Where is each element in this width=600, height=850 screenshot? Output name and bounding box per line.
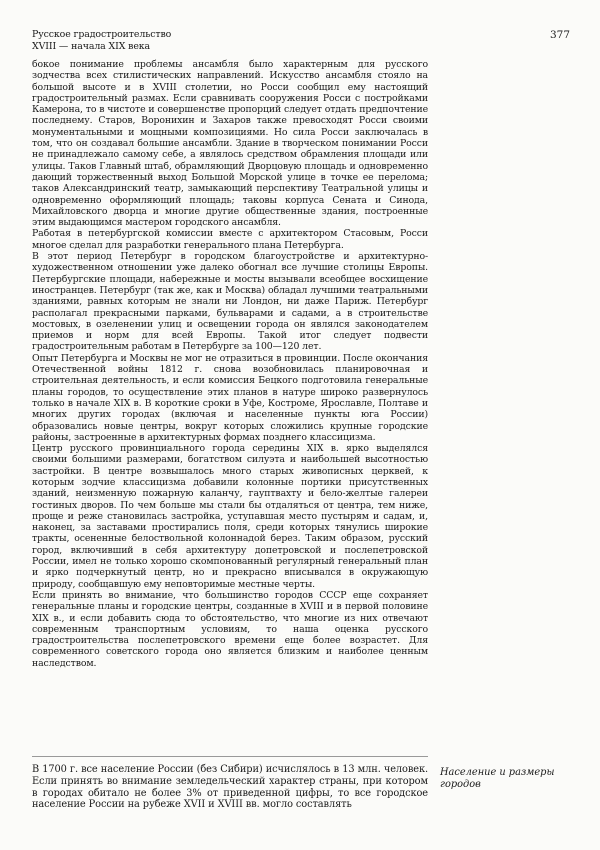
paragraph: Опыт Петербурга и Москвы не мог не отразиться в провинции. После окончания Отечественной войны 1812 г. снова возобновилась планировочная и строительная деятельность, и если комиссия Бецкого подготовила генеральные планы городов, то осуществление этих планов в натуре широко развернулось только в начале XIX в. В короткие сроки в Уфе, Костроме, Ярославле, Полтаве и многих других городах (включая и населенные пункты юга России) образовались новые центры, вокруг которых сложились крупные городские районы, застроенные в архитектурных формах позднего классицизма. xyxy=(32,352,428,443)
paragraph: бокое понимание проблемы ансамбля было характерным для русского зодчества всех стилистических направлений. Искусство ансамбля стояло на большой высоте и в XVIII столетии, но Росси сообщил ему настоящий градостроительный размах. Если сравнивать сооружения Росси с постройками Камерона, то в чистоте и совершенстве пропорций следует отдать предпочтение последнему. Старов, Воронихин и Захаров также превосходят Росси своими монументальными и мощными композициями. Но сила Росси заключалась в том, что он создавал большие ансамбли. Здание в творческом понимании Росси не принадлежало самому себе, а являлось средством обрамления площади или улицы. Таков Главный штаб, обрамляющий Дворцовую площадь и одновременно дающий торжественный выход Большой Морской улице в точке ее перелома; таков Александринский театр, замыкающий перспективу Театральной улицы и одновременно оформляющий площадь; таковы корпуса Сената и Синода, Михайловского дворца и многие другие общественные здания, построенные этим выдающимся мастером городского ансамбля. xyxy=(32,59,428,229)
page-number: 377 xyxy=(549,29,570,41)
paragraph: Центр русского провинциального города середины XIX в. ярко выделялся своими большими размерами, богатством силуэта и наибольшей высотностью застройки. В центре возвышалось много старых живописных церквей, к которым зодчие классицизма добавили колонные портики присутственных зданий, неизменную пожарную каланчу, гауптвахту и бело-желтые галереи гостиных дворов. По чем больше мы стали бы отдаляться от центра, тем ниже, проще и реже становилась застройка, уступавшая место пустырям и садам, и, наконец, за заставами простирались поля, среди которых тянулись широкие тракты, осененные белоствольной колоннадой берез. Таким образом, русский город, включивший в себя архитектуру допетровской и послепетровской России, имел не только хорошо скомпонованный регулярный генеральный план и ярко подчеркнутый центр, но и прекрасно вписывался в окружающую природу, сообщавшую ему неповторимые местные черты. xyxy=(32,443,428,590)
running-header-line-1: Русское градостроительство xyxy=(32,29,172,40)
main-text xyxy=(32,59,428,669)
running-header-line-2: XVIII — начала XIX века xyxy=(32,40,151,52)
paragraph: Работая в петербургской комиссии вместе с архитектором Стасовым, Росси многое сделал для разработки генерального плана Петербурга. xyxy=(32,228,428,251)
paragraph: В 1700 г. все население России (без Сибири) исчислялось в 13 млн. человек. Если принять во внимание земледельческий характер страны, при котором в городах обитало не более 3% от приведенной цифры, то все городское население России на рубеже XVII и XVIII вв. могло составлять xyxy=(32,764,428,811)
section-sidenote: Население и размеры городов xyxy=(440,767,555,790)
running-header xyxy=(32,29,171,52)
paragraph: В этот период Петербург в городском благоустройстве и архитектурно-художественном отношении уже далеко обогнал все лучшие столицы Европы. Петербургские площади, набережные и мосты вызывали всеобщее восхищение иностранцев. Петербург (так же, как и Москва) обладал лучшими театральными зданиями, равных которым не знали ни Лондон, ни даже Париж. Петербург располагал прекрасными парками, бульварами и садами, а в строительстве мостовых, в озеленении улиц и освещении города он являлся законодателем приемов и норм для всей Европы. Такой итог следует подвести градостроительным работам в Петербурге за 100—120 лет. xyxy=(32,251,428,353)
paragraph: Если принять во внимание, что большинство городов СССР еще сохраняет генеральные планы и городские центры, созданные в XVIII и в первой половине XIX в., и если добавить сюда то обстоятельство, что многие из них отвечают современным транспортным условиям, то наша оценка русского градостроительства послепетровского времени еще более возрастет. Для современного советского города оно является близким и наиболее ценным наследством. xyxy=(32,589,428,669)
section-text xyxy=(32,764,428,811)
section-divider xyxy=(32,756,428,757)
